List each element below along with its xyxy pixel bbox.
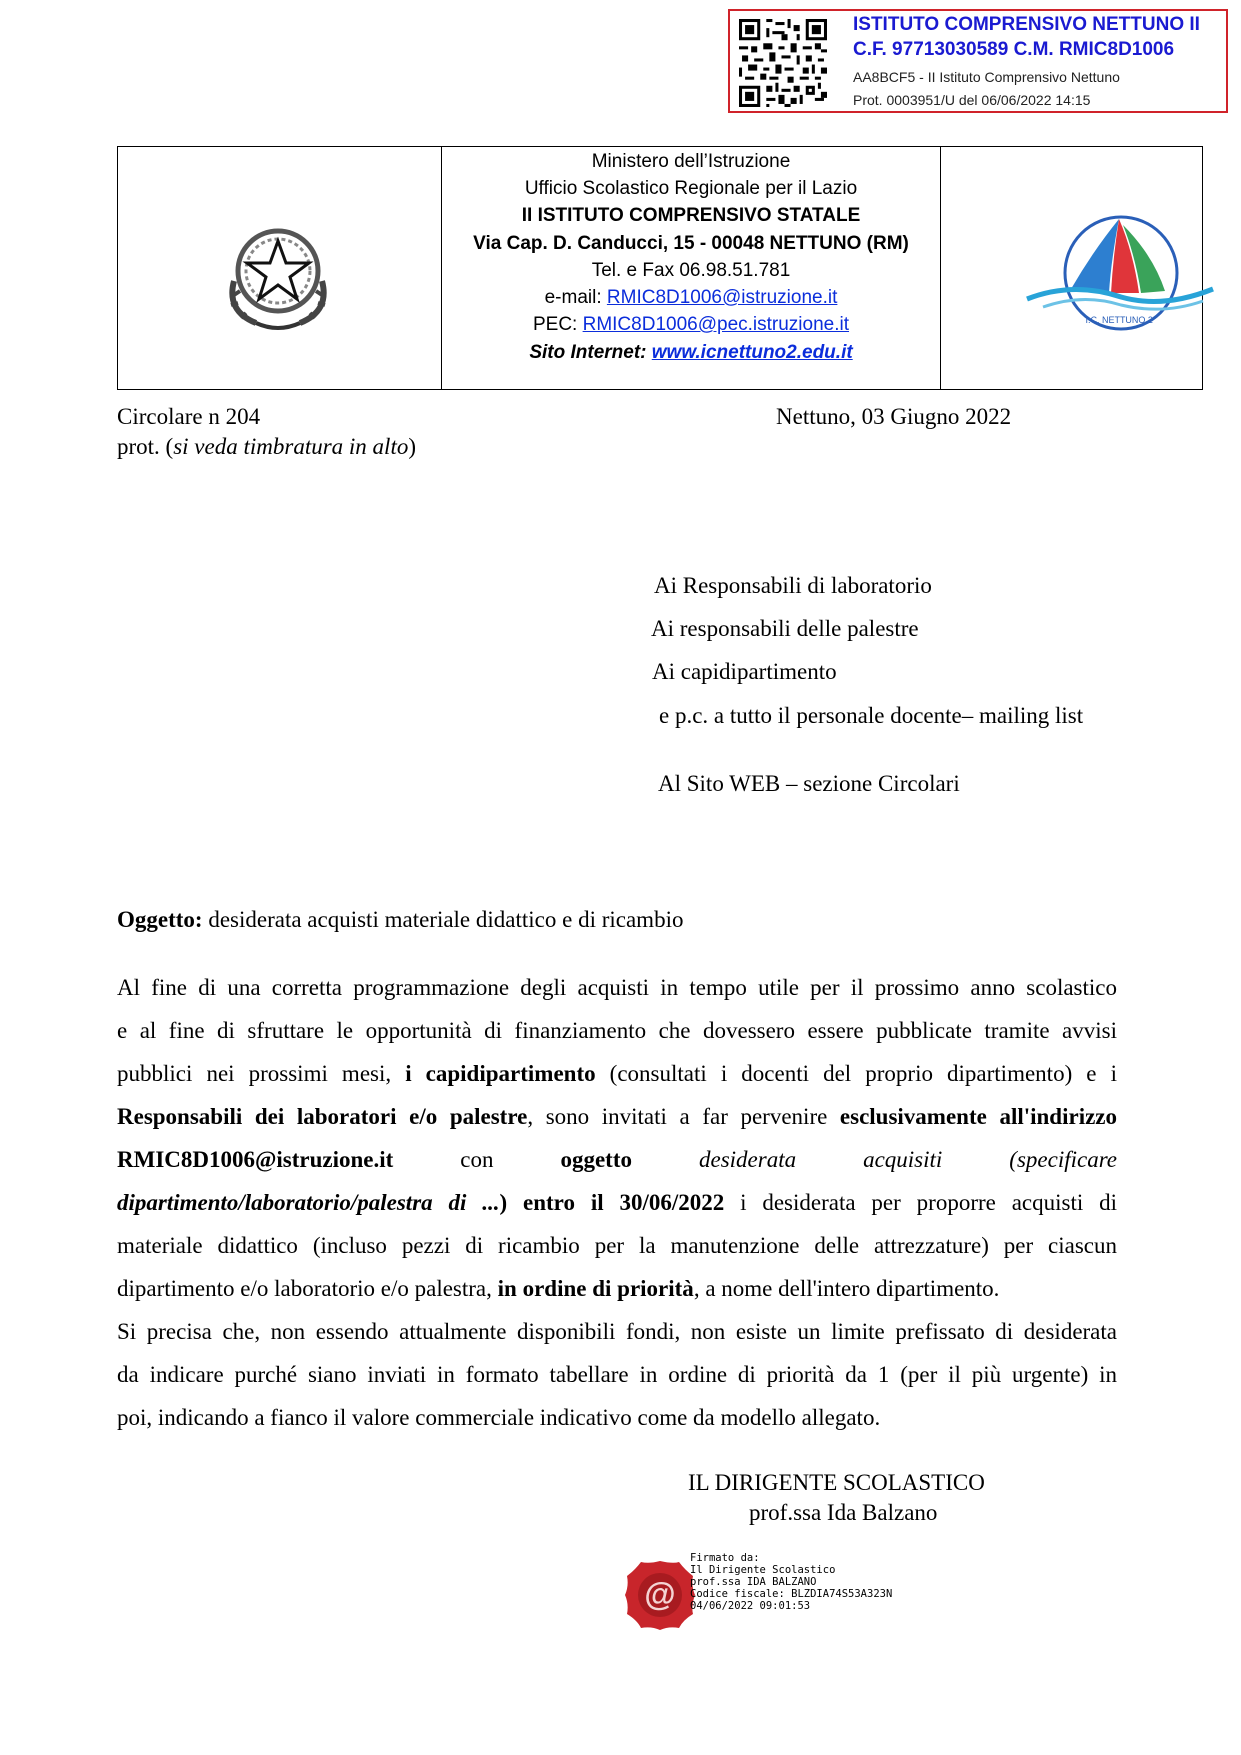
pec-row (442, 314, 940, 336)
qr-code-icon (739, 19, 827, 107)
subject-label: Oggetto: (117, 907, 203, 932)
email-row (442, 287, 940, 309)
signatory-role: IL DIRIGENTE SCOLASTICO (688, 1470, 985, 1495)
ministry-name: Ministero dell’Istruzione (591, 151, 791, 172)
stamp-school-name: ISTITUTO COMPRENSIVO NETTUNO II (853, 14, 1200, 35)
stamp-registry: AA8BCF5 - II Istituto Comprensivo Nettuno (853, 69, 1120, 85)
pec-link[interactable]: RMIC8D1006@pec.istruzione.it (582, 314, 850, 335)
website-link[interactable]: www.icnettuno2.edu.it (651, 342, 853, 363)
regional-office: Ufficio Scolastico Regionale per il Lazio (524, 178, 858, 199)
letterhead-logo-cell (941, 147, 1202, 389)
body-text: Al fine di una corretta programmazione degli acquisti in tempo utile per il prossimo anno scolastico e al fine di sfruttare le opportunità di finanziamento che dovessero essere pubblicate tramite avvisi pubblici nei prossimi mesi, i capidipartimento (consultati i docenti del proprio dipartimento) e i Responsabili dei laboratori e/o palestre, sono invitati a far pervenire esclusivamente all'indirizzo RMIC8D1006@istruzione.it con oggetto desiderata acquisiti (specificare dipartimento/laboratorio/palestra di ...) entro il 30/06/2022 i desiderata per proporre acquisti di materiale didattico (incluso pezzi di ricambio per la manutenzione delle attrezzature) per ciascun dipartimento e/o laboratorio e/o palestra, in ordine di priorità, a nome dell'intero dipartimento. Si precisa che, non essendo attualmente disponibili fondi, non esiste un limite prefissato di desiderata da indicare purché siano inviati in formato tabellare in ordine di priorità da 1 (per il più urgente) in poi, indicando a fianco il valore commerciale indicativo come da modello allegato. (117, 975, 1118, 1430)
svg-text:@: @ (644, 1576, 676, 1612)
italian-republic-emblem-icon (216, 211, 340, 337)
protocol-stamp (728, 9, 1228, 113)
recipient-item: e p.c. a tutto il personale docente– mailing list (659, 703, 1084, 728)
signatory-name: prof.ssa Ida Balzano (749, 1500, 938, 1525)
digital-signature-details: Firmato da: Il Dirigente Scolastico prof.ssa IDA BALZANO Codice fiscale: BLZDIA74S53A323N 04/06/2022 09:01:53 (690, 1552, 893, 1612)
recipient-item: Ai capidipartimento (652, 659, 837, 684)
website-row (442, 342, 940, 364)
circular-number: Circolare n 204 (117, 404, 261, 429)
pec-label: PEC: (532, 314, 583, 335)
deadline: ) entro il 30/06/2022 (499, 1190, 725, 1215)
protocol-reference: prot. (si veda timbratura in alto) (117, 434, 417, 459)
school-name: II ISTITUTO COMPRENSIVO STATALE (521, 205, 861, 226)
website-label: Sito Internet: (529, 342, 652, 363)
school-address: Via Cap. D. Canducci, 15 - 00048 NETTUNO (RM) (473, 233, 909, 254)
stamp-protocol-number: Prot. 0003951/U del 06/06/2022 14:15 (853, 92, 1091, 108)
document-date: Nettuno, 03 Giugno 2022 (776, 404, 1012, 429)
subject-text: desiderata acquisti materiale didattico e di ricambio (202, 907, 684, 932)
contact-email: RMIC8D1006@istruzione.it (117, 1147, 394, 1172)
letterhead-info-cell (442, 147, 941, 389)
recipient-item: Ai Responsabili di laboratorio (654, 573, 932, 598)
school-sail-logo-icon (1013, 211, 1229, 335)
email-label: e-mail: (544, 287, 607, 308)
letterhead-emblem-cell (118, 147, 442, 389)
recipient-item: Ai responsabili delle palestre (651, 616, 919, 641)
stamp-fiscal-code: C.F. 97713030589 C.M. RMIC8D1006 (853, 39, 1175, 60)
subject-line (117, 907, 683, 933)
digital-signature-wax-seal-icon (623, 1558, 697, 1632)
school-logo-caption: I.C. NETTUNO 2° (1085, 315, 1157, 325)
recipient-item: Al Sito WEB – sezione Circolari (658, 771, 960, 796)
email-link[interactable]: RMIC8D1006@istruzione.it (606, 287, 838, 308)
letterhead-table (117, 146, 1203, 390)
school-phone: Tel. e Fax 06.98.51.781 (591, 260, 791, 281)
